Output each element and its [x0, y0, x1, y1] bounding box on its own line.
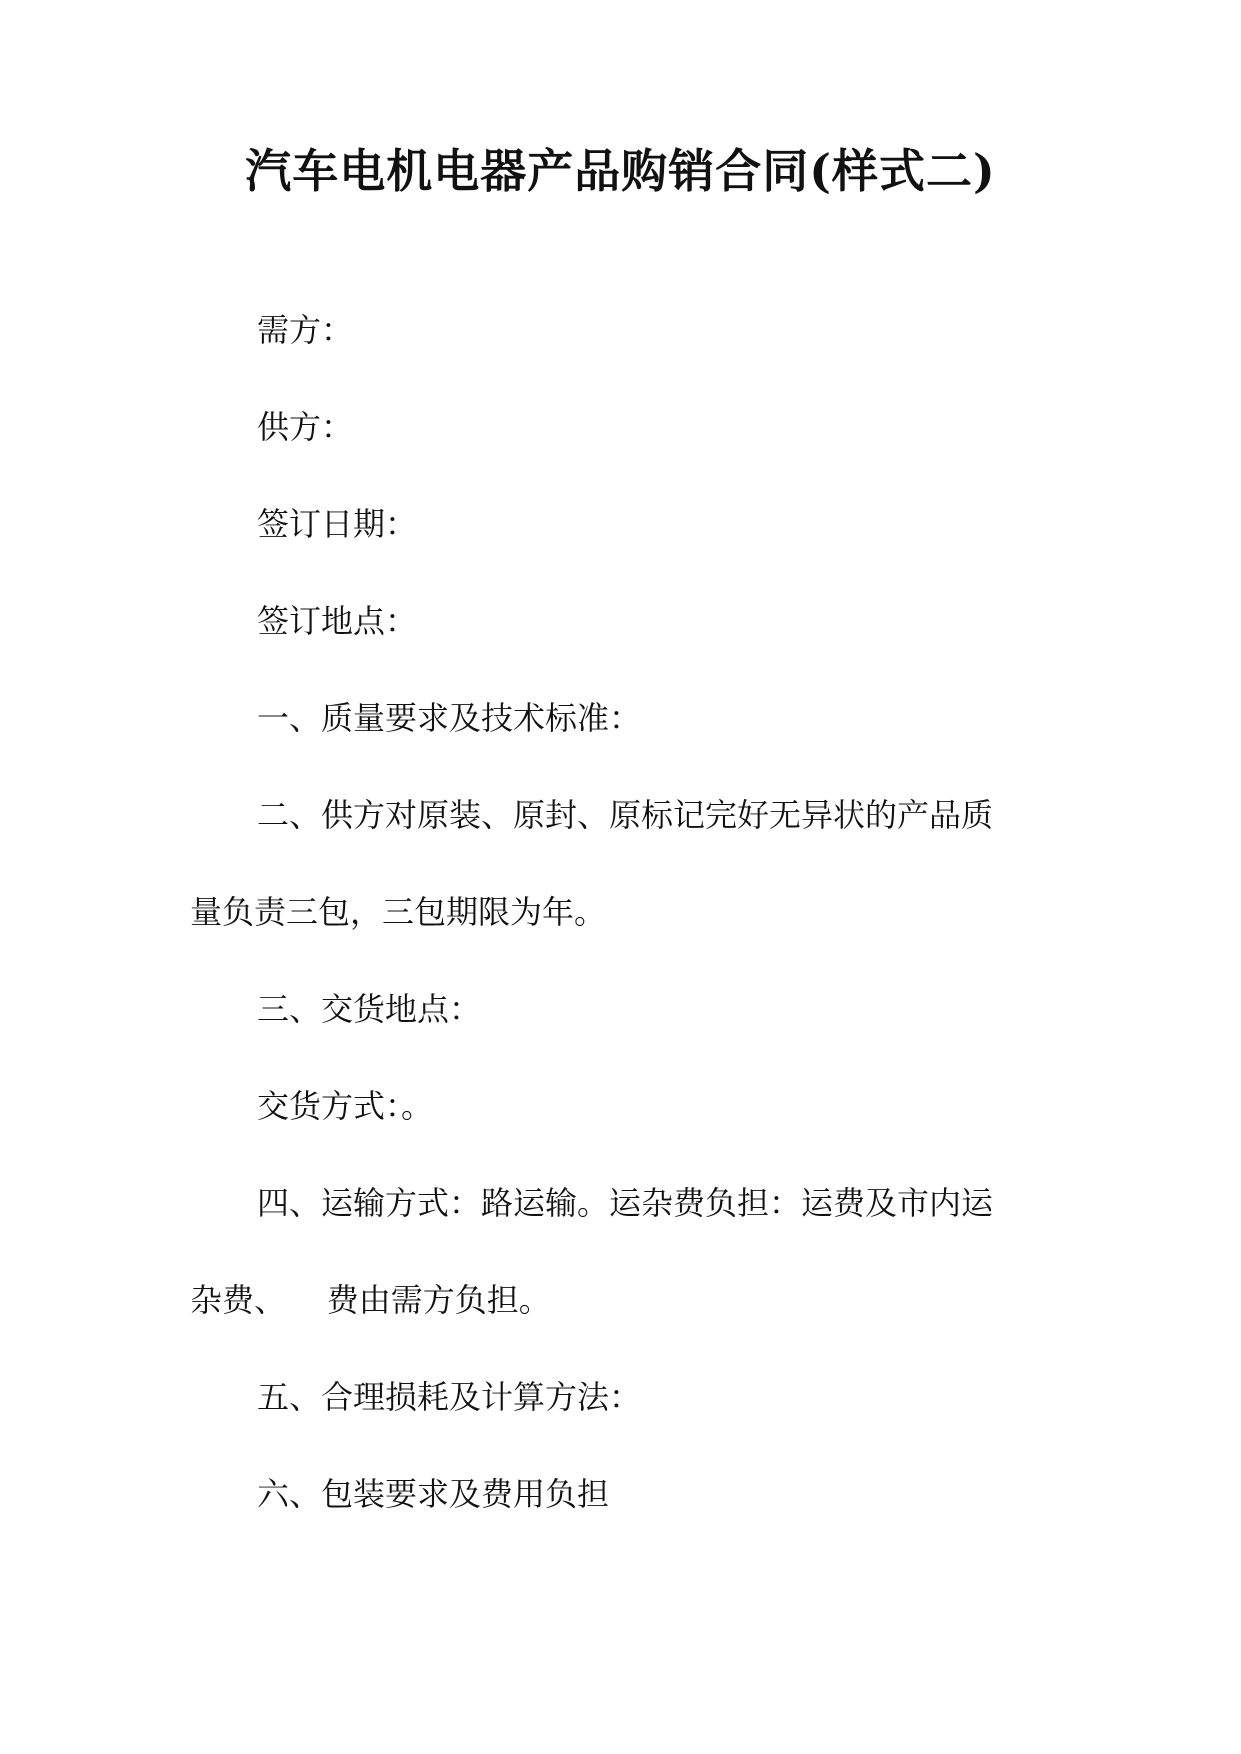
supplier-line: 供方： [257, 408, 354, 446]
clause-3-line: 三、交货地点： [257, 990, 482, 1028]
document-title: 汽车电机电器产品购销合同(样式二) [245, 144, 996, 198]
signing-date-line: 签订日期： [257, 505, 418, 543]
buyer-line: 需方： [257, 311, 354, 349]
clause-4-line-1: 四、运输方式：路运输。运杂费负担：运费及市内运 [257, 1184, 994, 1222]
clause-4-line-2: 杂费、 费由需方负担。 [190, 1281, 551, 1319]
clause-1-line: 一、质量要求及技术标准： [257, 699, 642, 737]
delivery-method-line: 交货方式：。 [257, 1087, 434, 1125]
clause-2-line-2: 量负责三包，三包期限为年。 [190, 893, 607, 931]
signing-place-line: 签订地点： [257, 602, 418, 640]
clause-5-line: 五、合理损耗及计算方法： [257, 1378, 642, 1416]
clause-6-line: 六、包装要求及费用负担 [257, 1475, 610, 1513]
clause-2-line-1: 二、供方对原装、原封、原标记完好无异状的产品质 [257, 796, 994, 834]
